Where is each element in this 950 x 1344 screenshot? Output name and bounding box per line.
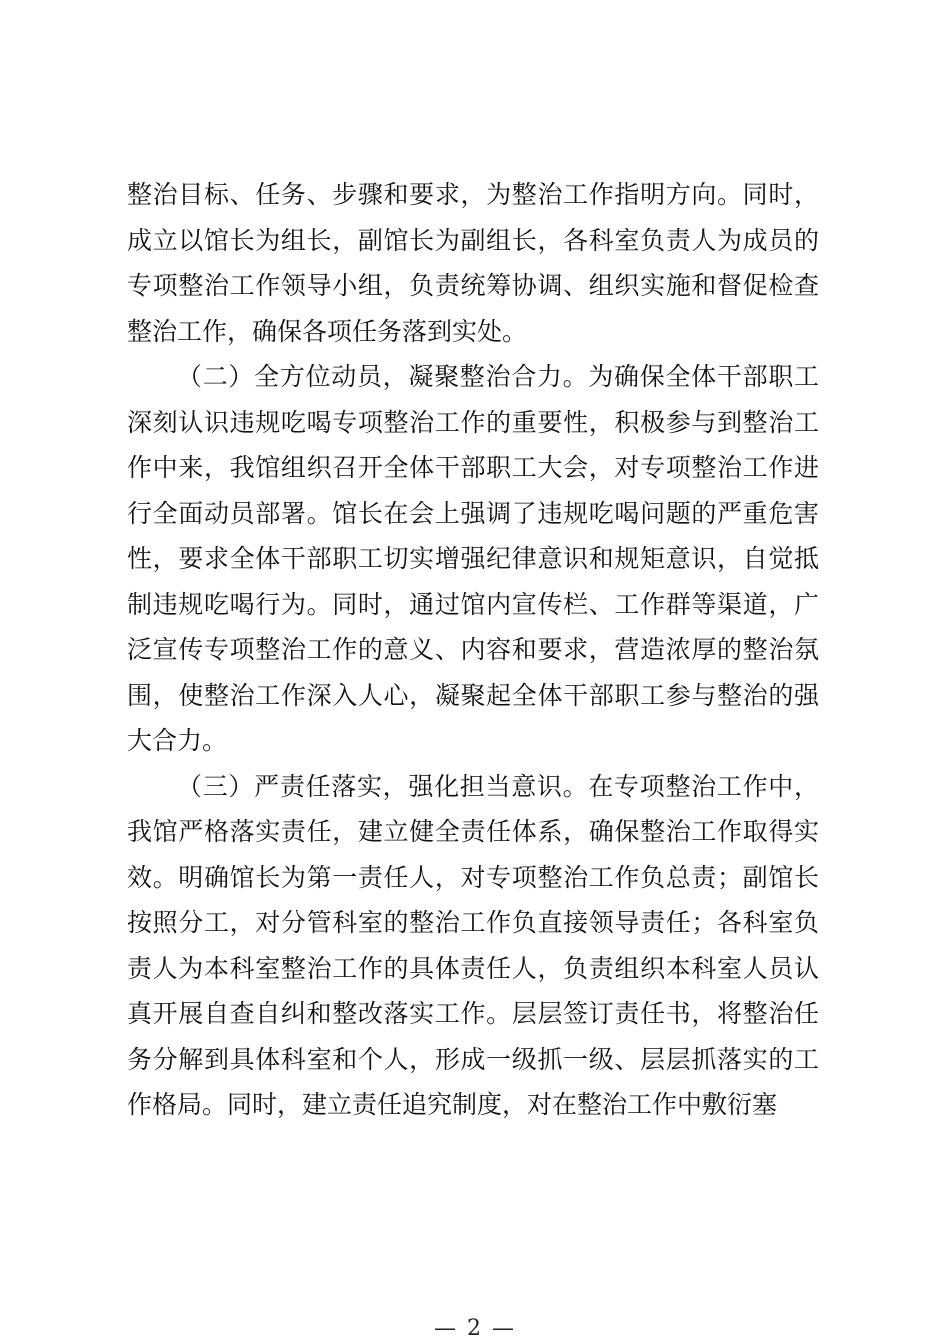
text-line: 制违规吃喝行为。同时，通过馆内宣传栏、工作群等渠道，广 (127, 589, 819, 619)
text-line: 大合力。 (127, 726, 228, 755)
text-line: 行全面动员部署。馆长在会上强调了违规吃喝问题的严重危害 (127, 498, 819, 528)
text-line: 务分解到具体科室和个人，形成一级抓一级、层层抓落实的工 (127, 1044, 819, 1074)
text-line: 深刻认识违规吃喝专项整治工作的重要性，积极参与到整治工 (127, 407, 819, 437)
text-line: 围，使整治工作深入人心，凝聚起全体干部职工参与整治的强 (127, 680, 819, 710)
text-line: 效。明确馆长为第一责任人，对专项整治工作负总责；副馆长 (127, 862, 819, 892)
text-line: 成立以馆长为组长，副馆长为副组长，各科室负责人为成员的 (127, 225, 819, 255)
text-line: 性，要求全体干部职工切实增强纪律意识和规矩意识，自觉抵 (127, 544, 819, 573)
text-line: 作中来，我馆组织召开全体干部职工大会，对专项整治工作进 (127, 453, 819, 482)
text-line: 我馆严格落实责任，建立健全责任体系，确保整治工作取得实 (127, 817, 819, 846)
text-line: 整治工作，确保各项任务落到实处。 (127, 316, 528, 346)
text-line: 责人为本科室整治工作的具体责任人，负责组织本科室人员认 (127, 953, 819, 983)
section-heading-line: （三）严责任落实，强化担当意识。在专项整治工作中， (177, 771, 819, 801)
section-heading-line: （二）全方位动员，凝聚整治合力。为确保全体干部职工 (177, 362, 819, 391)
text-line: 专项整治工作领导小组，负责统筹协调、组织实施和督促检查 (127, 271, 819, 300)
text-line: 泛宣传专项整治工作的意义、内容和要求，营造浓厚的整治氛 (127, 635, 819, 664)
text-line: 真开展自查自纠和整改落实工作。层层签订责任书，将整治任 (127, 999, 819, 1028)
body-text (127, 172, 819, 1128)
page-number: — 2 — (434, 1316, 516, 1341)
text-line: 按照分工，对分管科室的整治工作负直接领导责任；各科室负 (127, 908, 819, 937)
text-line: 整治目标、任务、步骤和要求，为整治工作指明方向。同时， (127, 180, 819, 209)
text-line: 作格局。同时，建立责任追究制度，对在整治工作中敷衍塞 (127, 1090, 778, 1119)
